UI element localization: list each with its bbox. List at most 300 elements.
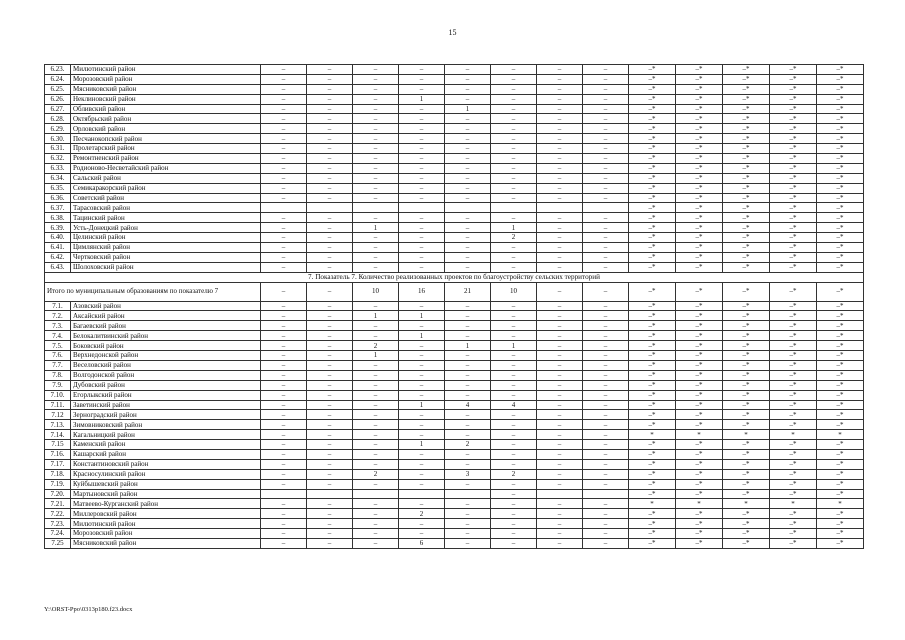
district-name: Белокалитвинский район bbox=[71, 331, 261, 341]
district-name: Октябрьский район bbox=[71, 114, 261, 124]
value-cell: – bbox=[491, 183, 537, 193]
value-cell: – bbox=[399, 144, 445, 154]
value-cell: – bbox=[261, 124, 307, 134]
value-cell: – bbox=[537, 390, 583, 400]
value-cell: –* bbox=[723, 262, 770, 272]
value-cell: –* bbox=[629, 233, 676, 243]
value-cell: – bbox=[491, 360, 537, 370]
value-cell: – bbox=[537, 262, 583, 272]
district-name: Константиновский район bbox=[71, 459, 261, 469]
district-name: Семикаракорский район bbox=[71, 183, 261, 193]
value-cell: –* bbox=[629, 341, 676, 351]
value-cell: –* bbox=[770, 193, 817, 203]
value-cell: – bbox=[261, 331, 307, 341]
value-cell: –* bbox=[817, 479, 864, 489]
value-cell: – bbox=[307, 341, 353, 351]
district-name: Аксайский район bbox=[71, 311, 261, 321]
value-cell: –* bbox=[629, 538, 676, 548]
value-cell: – bbox=[307, 154, 353, 164]
value-cell: –* bbox=[770, 65, 817, 75]
value-cell: – bbox=[583, 134, 629, 144]
value-cell: –* bbox=[817, 114, 864, 124]
table-row bbox=[45, 529, 864, 539]
value-cell: – bbox=[261, 173, 307, 183]
value-cell: – bbox=[353, 74, 399, 84]
value-cell: 2 bbox=[491, 469, 537, 479]
table-row bbox=[45, 519, 864, 529]
value-cell: –* bbox=[817, 400, 864, 410]
table-row bbox=[45, 163, 864, 173]
row-number: 7.8. bbox=[45, 370, 71, 380]
value-cell: – bbox=[261, 529, 307, 539]
value-cell: –* bbox=[629, 410, 676, 420]
district-name: Сальский район bbox=[71, 173, 261, 183]
value-cell: – bbox=[399, 163, 445, 173]
value-cell: –* bbox=[817, 203, 864, 213]
value-cell: –* bbox=[629, 144, 676, 154]
value-cell: –* bbox=[770, 479, 817, 489]
value-cell: –* bbox=[770, 252, 817, 262]
value-cell: – bbox=[353, 380, 399, 390]
table-row bbox=[45, 360, 864, 370]
value-cell: –* bbox=[676, 449, 723, 459]
value-cell: 1 bbox=[399, 94, 445, 104]
value-cell: – bbox=[491, 301, 537, 311]
value-cell: – bbox=[399, 370, 445, 380]
district-name: Боковский район bbox=[71, 341, 261, 351]
value-cell: –* bbox=[817, 65, 864, 75]
table-row bbox=[45, 400, 864, 410]
value-cell: – bbox=[491, 84, 537, 94]
value-cell: – bbox=[445, 479, 491, 489]
value-cell: – bbox=[445, 163, 491, 173]
value-cell: – bbox=[353, 173, 399, 183]
value-cell: –* bbox=[817, 183, 864, 193]
district-name: Зимовниковский район bbox=[71, 420, 261, 430]
section-7-title: 7. Показатель 7. Количество реализованных проектов по благоустройству сельских территорий bbox=[45, 272, 864, 282]
value-cell: –* bbox=[629, 420, 676, 430]
value-cell: –* bbox=[770, 410, 817, 420]
value-cell: – bbox=[491, 509, 537, 519]
value-cell: –* bbox=[723, 124, 770, 134]
value-cell: – bbox=[537, 163, 583, 173]
district-name: Матвеево-Курганский район bbox=[71, 499, 261, 509]
table-row bbox=[45, 301, 864, 311]
row-number: 6.26. bbox=[45, 94, 71, 104]
value-cell: –* bbox=[676, 252, 723, 262]
value-cell: – bbox=[583, 154, 629, 164]
value-cell: –* bbox=[817, 449, 864, 459]
table-row bbox=[45, 114, 864, 124]
value-cell: –* bbox=[770, 173, 817, 183]
value-cell: –* bbox=[770, 489, 817, 499]
value-cell: – bbox=[399, 459, 445, 469]
value-cell: – bbox=[491, 440, 537, 450]
value-cell: – bbox=[353, 213, 399, 223]
value-cell: – bbox=[261, 410, 307, 420]
value-cell: – bbox=[491, 499, 537, 509]
value-cell: – bbox=[353, 410, 399, 420]
value-cell: –* bbox=[629, 400, 676, 410]
value-cell: – bbox=[445, 134, 491, 144]
value-cell: – bbox=[307, 420, 353, 430]
value-cell: – bbox=[399, 193, 445, 203]
total-cell: –* bbox=[817, 282, 864, 301]
value-cell: – bbox=[261, 84, 307, 94]
value-cell: – bbox=[537, 233, 583, 243]
value-cell: –* bbox=[629, 183, 676, 193]
value-cell: – bbox=[307, 370, 353, 380]
value-cell: – bbox=[399, 154, 445, 164]
value-cell: – bbox=[399, 233, 445, 243]
value-cell: 4 bbox=[445, 400, 491, 410]
value-cell: – bbox=[353, 459, 399, 469]
value-cell: – bbox=[261, 390, 307, 400]
table-row bbox=[45, 154, 864, 164]
row-number: 6.37. bbox=[45, 203, 71, 213]
value-cell: – bbox=[445, 430, 491, 440]
total-cell: 10 bbox=[353, 282, 399, 301]
district-name: Обливский район bbox=[71, 104, 261, 114]
value-cell: – bbox=[307, 104, 353, 114]
value-cell: – bbox=[353, 360, 399, 370]
value-cell: – bbox=[537, 183, 583, 193]
value-cell: – bbox=[583, 104, 629, 114]
value-cell: 1 bbox=[353, 223, 399, 233]
value-cell: 2 bbox=[399, 509, 445, 519]
value-cell bbox=[399, 203, 445, 213]
value-cell: –* bbox=[770, 420, 817, 430]
value-cell: – bbox=[353, 243, 399, 253]
value-cell: –* bbox=[629, 252, 676, 262]
value-cell: –* bbox=[629, 380, 676, 390]
value-cell: – bbox=[583, 144, 629, 154]
value-cell: –* bbox=[629, 479, 676, 489]
district-name: Дубовский район bbox=[71, 380, 261, 390]
row-number: 6.39. bbox=[45, 223, 71, 233]
value-cell: 1 bbox=[399, 440, 445, 450]
value-cell: –* bbox=[723, 341, 770, 351]
value-cell: –* bbox=[629, 360, 676, 370]
value-cell: –* bbox=[817, 193, 864, 203]
value-cell: –* bbox=[723, 351, 770, 361]
value-cell: –* bbox=[817, 509, 864, 519]
value-cell: – bbox=[261, 321, 307, 331]
total-cell: – bbox=[307, 282, 353, 301]
value-cell: * bbox=[629, 499, 676, 509]
value-cell: – bbox=[583, 341, 629, 351]
district-name: Родионово-Несветайский район bbox=[71, 163, 261, 173]
value-cell: – bbox=[261, 538, 307, 548]
value-cell: – bbox=[307, 144, 353, 154]
value-cell: – bbox=[583, 183, 629, 193]
value-cell: –* bbox=[676, 223, 723, 233]
value-cell: – bbox=[445, 311, 491, 321]
value-cell: –* bbox=[629, 124, 676, 134]
value-cell: – bbox=[353, 134, 399, 144]
value-cell: – bbox=[537, 380, 583, 390]
value-cell: – bbox=[583, 370, 629, 380]
value-cell: – bbox=[583, 499, 629, 509]
row-number: 6.33. bbox=[45, 163, 71, 173]
value-cell: –* bbox=[723, 380, 770, 390]
value-cell: –* bbox=[770, 223, 817, 233]
value-cell: – bbox=[583, 380, 629, 390]
value-cell: –* bbox=[676, 114, 723, 124]
value-cell: –* bbox=[676, 529, 723, 539]
table-row bbox=[45, 252, 864, 262]
value-cell: –* bbox=[629, 469, 676, 479]
value-cell: –* bbox=[770, 104, 817, 114]
value-cell: – bbox=[491, 489, 537, 499]
table-row bbox=[45, 479, 864, 489]
value-cell: – bbox=[537, 144, 583, 154]
row-number: 6.27. bbox=[45, 104, 71, 114]
value-cell: –* bbox=[676, 193, 723, 203]
value-cell: –* bbox=[817, 538, 864, 548]
value-cell: 4 bbox=[491, 400, 537, 410]
value-cell: – bbox=[399, 449, 445, 459]
row-number: 7.23. bbox=[45, 519, 71, 529]
total-cell: 10 bbox=[491, 282, 537, 301]
value-cell: –* bbox=[676, 390, 723, 400]
value-cell: –* bbox=[723, 94, 770, 104]
value-cell: –* bbox=[676, 479, 723, 489]
value-cell: – bbox=[445, 262, 491, 272]
value-cell: – bbox=[353, 420, 399, 430]
value-cell: –* bbox=[629, 134, 676, 144]
value-cell: –* bbox=[676, 459, 723, 469]
value-cell: – bbox=[491, 519, 537, 529]
value-cell: –* bbox=[817, 440, 864, 450]
value-cell: – bbox=[353, 301, 399, 311]
value-cell: –* bbox=[770, 459, 817, 469]
district-name: Пролетарский район bbox=[71, 144, 261, 154]
value-cell: – bbox=[399, 213, 445, 223]
value-cell: – bbox=[353, 84, 399, 94]
total-label: Итого по муниципальным образованиям по показателю 7 bbox=[45, 282, 261, 301]
value-cell: –* bbox=[723, 479, 770, 489]
row-number: 7.22. bbox=[45, 509, 71, 519]
value-cell: –* bbox=[629, 321, 676, 331]
value-cell: –* bbox=[676, 410, 723, 420]
value-cell: – bbox=[399, 321, 445, 331]
value-cell: – bbox=[583, 213, 629, 223]
value-cell: –* bbox=[676, 84, 723, 94]
district-name: Целинский район bbox=[71, 233, 261, 243]
row-number: 7.2. bbox=[45, 311, 71, 321]
value-cell: – bbox=[399, 420, 445, 430]
value-cell: – bbox=[399, 360, 445, 370]
value-cell: – bbox=[307, 459, 353, 469]
value-cell: –* bbox=[629, 440, 676, 450]
footer-file-path: Y:\ORST-Ppo\0313p180.f23.docx bbox=[44, 606, 133, 613]
table-row bbox=[45, 390, 864, 400]
value-cell: –* bbox=[817, 390, 864, 400]
value-cell: – bbox=[537, 499, 583, 509]
total-cell: 21 bbox=[445, 282, 491, 301]
value-cell: – bbox=[491, 114, 537, 124]
value-cell: –* bbox=[723, 440, 770, 450]
value-cell: –* bbox=[817, 341, 864, 351]
value-cell: –* bbox=[676, 262, 723, 272]
value-cell bbox=[583, 489, 629, 499]
row-number: 6.23. bbox=[45, 65, 71, 75]
value-cell: –* bbox=[629, 154, 676, 164]
value-cell: –* bbox=[676, 420, 723, 430]
value-cell: –* bbox=[723, 489, 770, 499]
value-cell: 6 bbox=[399, 538, 445, 548]
value-cell: – bbox=[537, 370, 583, 380]
row-number: 6.43. bbox=[45, 262, 71, 272]
value-cell: – bbox=[353, 94, 399, 104]
value-cell: – bbox=[583, 321, 629, 331]
value-cell: – bbox=[353, 321, 399, 331]
total-cell: –* bbox=[676, 282, 723, 301]
table-row bbox=[45, 94, 864, 104]
value-cell: –* bbox=[817, 420, 864, 430]
value-cell: – bbox=[307, 529, 353, 539]
value-cell: – bbox=[491, 410, 537, 420]
value-cell: – bbox=[537, 154, 583, 164]
value-cell: – bbox=[583, 459, 629, 469]
table-row bbox=[45, 183, 864, 193]
row-number: 7.18. bbox=[45, 469, 71, 479]
value-cell: –* bbox=[723, 538, 770, 548]
value-cell: –* bbox=[676, 360, 723, 370]
value-cell: – bbox=[537, 479, 583, 489]
row-number: 6.25. bbox=[45, 84, 71, 94]
value-cell: – bbox=[399, 301, 445, 311]
value-cell: – bbox=[583, 331, 629, 341]
value-cell: – bbox=[583, 360, 629, 370]
value-cell: –* bbox=[770, 94, 817, 104]
value-cell: – bbox=[307, 262, 353, 272]
value-cell: – bbox=[261, 311, 307, 321]
value-cell: – bbox=[537, 301, 583, 311]
value-cell: – bbox=[307, 173, 353, 183]
value-cell: – bbox=[353, 262, 399, 272]
value-cell: – bbox=[583, 430, 629, 440]
value-cell: – bbox=[307, 94, 353, 104]
value-cell: – bbox=[537, 529, 583, 539]
district-name: Егорлыкский район bbox=[71, 390, 261, 400]
value-cell: –* bbox=[723, 243, 770, 253]
value-cell: – bbox=[445, 223, 491, 233]
value-cell: – bbox=[261, 183, 307, 193]
value-cell: – bbox=[583, 440, 629, 450]
table-row bbox=[45, 74, 864, 84]
value-cell: – bbox=[445, 124, 491, 134]
value-cell: – bbox=[307, 479, 353, 489]
value-cell: –* bbox=[770, 154, 817, 164]
value-cell: – bbox=[491, 479, 537, 489]
value-cell: – bbox=[307, 84, 353, 94]
table-row bbox=[45, 509, 864, 519]
value-cell: – bbox=[261, 213, 307, 223]
value-cell: – bbox=[399, 65, 445, 75]
value-cell: – bbox=[491, 459, 537, 469]
value-cell: – bbox=[445, 94, 491, 104]
value-cell: – bbox=[307, 213, 353, 223]
table-row bbox=[45, 321, 864, 331]
row-number: 7.15 bbox=[45, 440, 71, 450]
value-cell: – bbox=[399, 499, 445, 509]
value-cell: –* bbox=[770, 183, 817, 193]
value-cell bbox=[537, 203, 583, 213]
value-cell: –* bbox=[723, 360, 770, 370]
value-cell: – bbox=[491, 311, 537, 321]
value-cell: –* bbox=[723, 370, 770, 380]
value-cell: – bbox=[583, 114, 629, 124]
value-cell: – bbox=[399, 243, 445, 253]
value-cell: – bbox=[353, 104, 399, 114]
district-name: Чертковский район bbox=[71, 252, 261, 262]
section-7-total-row bbox=[45, 282, 864, 301]
value-cell: – bbox=[261, 104, 307, 114]
value-cell: – bbox=[261, 134, 307, 144]
value-cell: –* bbox=[770, 124, 817, 134]
value-cell: – bbox=[307, 469, 353, 479]
value-cell: –* bbox=[723, 84, 770, 94]
district-name: Багаевский район bbox=[71, 321, 261, 331]
value-cell: –* bbox=[770, 519, 817, 529]
value-cell: – bbox=[491, 144, 537, 154]
row-number: 7.1. bbox=[45, 301, 71, 311]
value-cell: – bbox=[399, 430, 445, 440]
value-cell: – bbox=[537, 173, 583, 183]
district-name: Милютинский район bbox=[71, 519, 261, 529]
value-cell: – bbox=[445, 459, 491, 469]
value-cell: – bbox=[537, 449, 583, 459]
value-cell: –* bbox=[770, 538, 817, 548]
table-row bbox=[45, 311, 864, 321]
row-number: 7.12 bbox=[45, 410, 71, 420]
value-cell: – bbox=[399, 341, 445, 351]
district-name: Миллеровский район bbox=[71, 509, 261, 519]
value-cell: – bbox=[399, 262, 445, 272]
value-cell: – bbox=[353, 114, 399, 124]
value-cell: – bbox=[445, 529, 491, 539]
value-cell: – bbox=[399, 74, 445, 84]
value-cell: * bbox=[770, 430, 817, 440]
value-cell: – bbox=[537, 469, 583, 479]
value-cell: – bbox=[445, 380, 491, 390]
row-number: 6.24. bbox=[45, 74, 71, 84]
value-cell: – bbox=[307, 360, 353, 370]
value-cell: –* bbox=[817, 252, 864, 262]
value-cell: – bbox=[307, 134, 353, 144]
value-cell: – bbox=[445, 65, 491, 75]
table-row bbox=[45, 351, 864, 361]
value-cell: – bbox=[491, 94, 537, 104]
value-cell: – bbox=[261, 430, 307, 440]
value-cell: – bbox=[353, 370, 399, 380]
value-cell: –* bbox=[770, 440, 817, 450]
value-cell: 2 bbox=[353, 341, 399, 351]
value-cell: –* bbox=[676, 124, 723, 134]
value-cell: – bbox=[307, 390, 353, 400]
value-cell: – bbox=[261, 193, 307, 203]
value-cell: – bbox=[491, 74, 537, 84]
value-cell: –* bbox=[629, 65, 676, 75]
value-cell: – bbox=[445, 252, 491, 262]
value-cell: – bbox=[307, 351, 353, 361]
value-cell: – bbox=[491, 538, 537, 548]
value-cell: –* bbox=[817, 233, 864, 243]
row-number: 7.4. bbox=[45, 331, 71, 341]
value-cell: – bbox=[537, 351, 583, 361]
